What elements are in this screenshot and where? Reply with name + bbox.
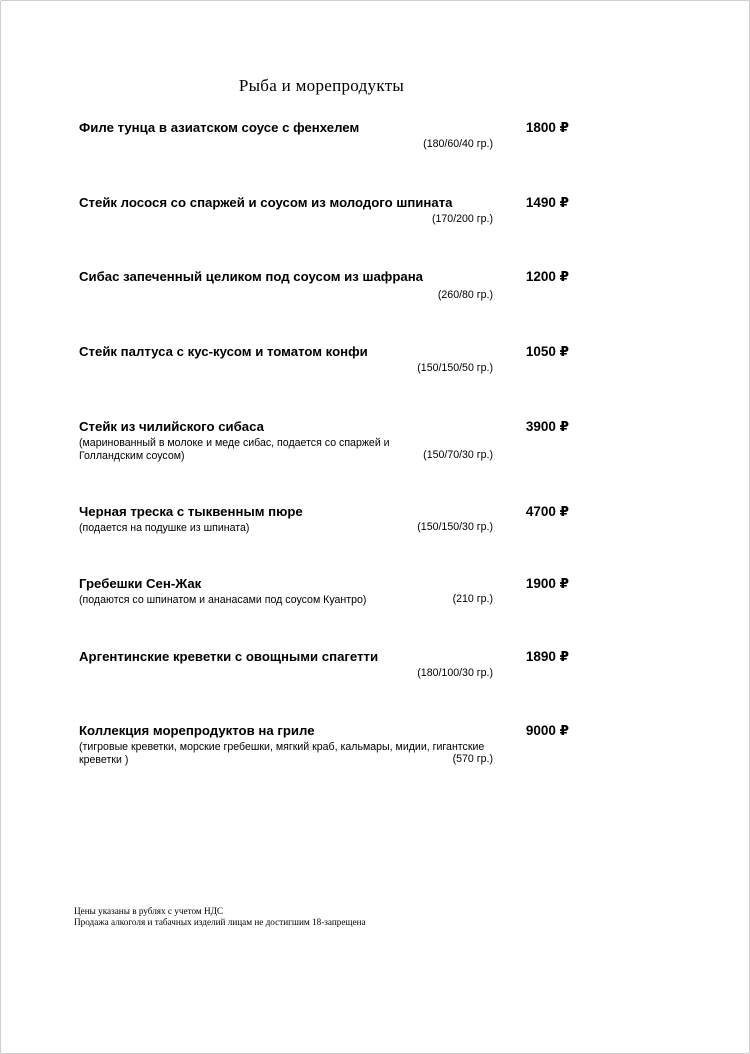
dish-name: Черная треска с тыквенным пюре	[79, 504, 303, 519]
dish-price: 1490 ₽	[525, 195, 569, 210]
dish-weight: (150/70/30 гр.)	[423, 449, 493, 461]
dish-price: 4700 ₽	[525, 504, 569, 519]
dish-name: Стейк лосося со спаржей и соусом из молодого шпината	[79, 195, 453, 210]
dish-weight: (210 гр.)	[452, 593, 493, 605]
dish-name: Аргентинские креветки с овощными спагетти	[79, 649, 379, 664]
dish-name: Стейк палтуса с кус-кусом и томатом конфи	[79, 344, 368, 359]
dish-name: Гребешки Сен-Жак	[79, 576, 202, 591]
dish-name: Сибас запеченный целиком под соусом из шафрана	[79, 269, 424, 284]
dish-description: (подается на подушке из шпината)	[79, 522, 250, 534]
dish-price: 1890 ₽	[525, 649, 569, 664]
dish-price: 1050 ₽	[525, 344, 569, 359]
dish-weight: (150/150/30 гр.)	[417, 521, 493, 533]
footer-notes	[74, 906, 366, 928]
dish-name: Стейк из чилийского сибаса	[79, 419, 264, 434]
footer-age-note: Продажа алкоголя и табачных изделий лицам не достигшим 18-запрещена	[74, 917, 366, 927]
dish-description: (маринованный в молоке и меде сибас, подается со спаржей и Голландским соусом)	[79, 437, 390, 462]
dish-price: 1900 ₽	[525, 576, 569, 591]
dish-price: 3900 ₽	[525, 419, 569, 434]
dish-description: (тигровые креветки, морские гребешки, мягкий краб, кальмары, мидии, гигантские креветки )	[79, 741, 485, 766]
dish-weight: (570 гр.)	[452, 753, 493, 765]
footer-vat-note: Цены указаны в рублях с учетом НДС	[74, 906, 224, 916]
dish-weight: (170/200 гр.)	[432, 213, 493, 225]
dish-name: Филе тунца в азиатском соусе с фенхелем	[79, 120, 360, 135]
dish-price: 1800 ₽	[525, 120, 569, 135]
page-title: Рыба и морепродукты	[238, 76, 405, 95]
dish-description: (подаются со шпинатом и ананасами под соусом Куантро)	[79, 594, 367, 606]
dish-price: 9000 ₽	[525, 723, 569, 738]
dish-weight: (150/150/50 гр.)	[417, 362, 493, 374]
dish-weight: (260/80 гр.)	[437, 289, 493, 301]
dish-weight: (180/60/40 гр.)	[423, 138, 493, 150]
dish-name: Коллекция морепродуктов на гриле	[79, 723, 315, 738]
dish-price: 1200 ₽	[525, 269, 569, 284]
dish-weight: (180/100/30 гр.)	[417, 667, 493, 679]
